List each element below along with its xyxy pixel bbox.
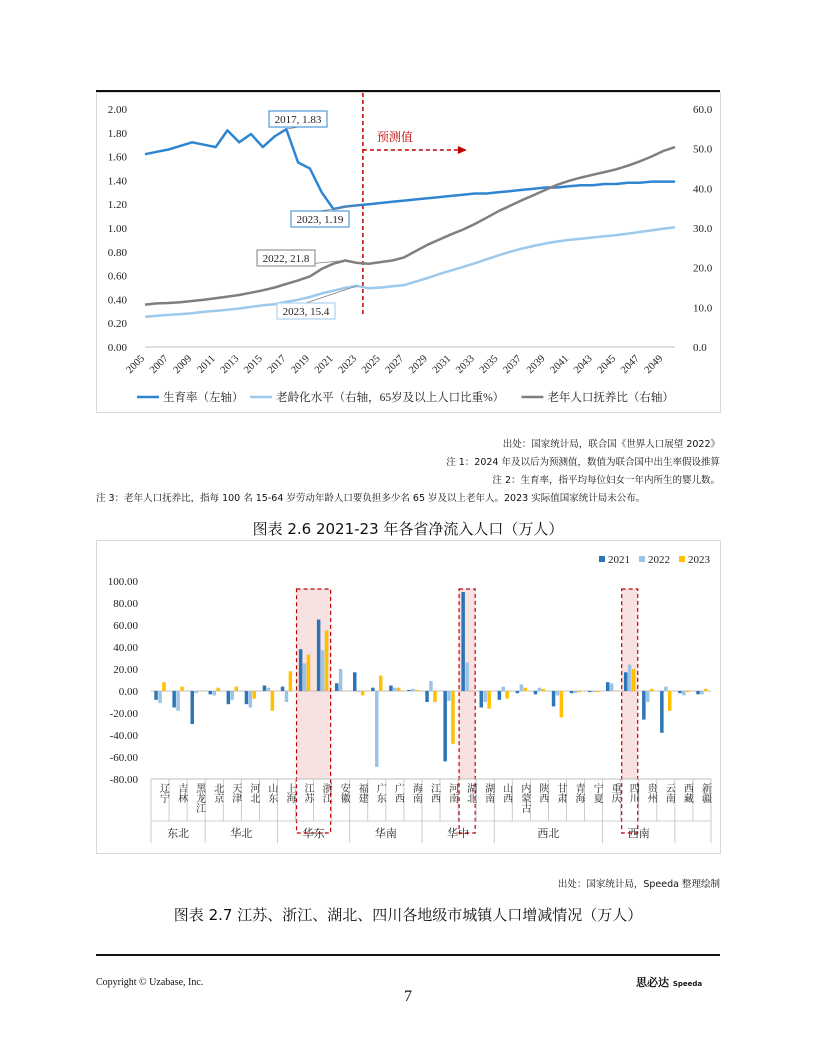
- bar-2022: [158, 691, 162, 703]
- bar-2021: [606, 682, 610, 691]
- bar-2022: [664, 687, 668, 691]
- annotation-fertility-2017-text: 2017, 1.83: [274, 114, 322, 126]
- bar-2022: [682, 691, 686, 695]
- annotation-fertility-2023-leader: [320, 205, 357, 211]
- bar-2022: [357, 691, 361, 692]
- province-label: 福建: [356, 783, 368, 803]
- province-label: 黑龙江: [193, 783, 205, 813]
- y-tick-label: 40.00: [113, 642, 138, 654]
- province-label: 湖南: [482, 783, 494, 803]
- province-label: 宁夏: [591, 783, 603, 803]
- bar-2022: [249, 691, 253, 708]
- x-tick-label: 2019: [289, 353, 313, 376]
- x-tick-label: 2007: [148, 353, 171, 376]
- bar-2022: [429, 681, 433, 691]
- y-left-tick-label: 0.80: [107, 246, 127, 259]
- x-tick-label: 2027: [383, 353, 407, 376]
- bar-2021: [227, 691, 231, 704]
- bar-2023: [198, 691, 202, 692]
- y-left-tick-label: 1.00: [107, 223, 127, 235]
- bar-2023: [325, 631, 329, 692]
- province-label: 上海: [283, 783, 295, 803]
- chart1-source: 出处：国家统计局，联合国《世界人口展望 2022》: [502, 439, 720, 450]
- bar-2022: [176, 691, 180, 711]
- bar-2023: [632, 669, 636, 691]
- bar-2023: [307, 655, 311, 691]
- bar-2022: [646, 691, 650, 702]
- legend-label-0: 生育率（左轴）: [163, 392, 244, 404]
- bar-2021: [263, 686, 267, 692]
- y-left-tick-label: 0.40: [107, 294, 127, 307]
- x-tick-label: 2037: [501, 353, 525, 376]
- y-right-tick-label: 10.0: [693, 302, 713, 315]
- bar-2022: [213, 691, 217, 695]
- province-label: 河北: [247, 783, 259, 803]
- y-left-tick-label: 0.60: [107, 270, 127, 283]
- y-tick-label: -40.00: [109, 730, 138, 742]
- annotation-aging-2023-leader: [306, 286, 357, 303]
- province-label: 甘肃: [554, 783, 566, 803]
- y-tick-label: -60.00: [109, 752, 138, 764]
- bar-2022: [267, 688, 271, 691]
- province-label: 吉林: [175, 783, 187, 803]
- x-tick-label: 2033: [454, 353, 477, 376]
- bar-2023: [271, 691, 275, 711]
- bar-2023: [343, 691, 347, 692]
- bar-2022: [538, 688, 542, 691]
- bar-2021: [461, 592, 465, 691]
- bar-2023: [542, 689, 546, 691]
- x-tick-label: 2031: [430, 353, 454, 376]
- bar-2022: [574, 691, 578, 693]
- chart1-note2: 注 2：生育率，指平均每位妇女一年内所生的婴儿数。: [492, 475, 720, 486]
- bar-2021: [389, 686, 393, 692]
- bar-2022: [285, 691, 289, 702]
- forecast-label: 预测值: [376, 130, 413, 144]
- brand-name: 思必达: [636, 976, 669, 989]
- bar-2023: [614, 691, 618, 692]
- province-label: 海南: [410, 783, 422, 803]
- province-label: 河南: [446, 783, 458, 803]
- bar-2021: [425, 691, 429, 702]
- bar-2023: [415, 690, 419, 691]
- province-label: 天津: [229, 783, 241, 803]
- bar-2021: [552, 691, 556, 706]
- bar-2022: [610, 683, 614, 691]
- annotation-aging-2023-text: 2023, 15.4: [282, 306, 330, 318]
- x-tick-label: 2035: [477, 353, 501, 376]
- y-tick-label: 80.00: [113, 598, 138, 610]
- bar-2021: [624, 672, 628, 691]
- bar-2021: [371, 688, 375, 691]
- bar-2021: [642, 691, 646, 720]
- bar-2022: [483, 691, 487, 702]
- fertility-aging-chart: [96, 92, 721, 413]
- bar-2022: [303, 664, 307, 692]
- bar-2021: [172, 691, 176, 708]
- bar-2021: [281, 687, 285, 691]
- bar-2021: [678, 691, 682, 693]
- x-tick-label: 2045: [595, 353, 619, 376]
- y-right-tick-label: 20.0: [693, 262, 713, 275]
- bar-2021: [209, 691, 213, 694]
- legend-swatch-2023: [679, 556, 685, 562]
- x-tick-label: 2005: [124, 353, 148, 376]
- bar-2022: [628, 665, 632, 691]
- region-label: 华南: [374, 828, 397, 840]
- y-left-tick-label: 1.80: [107, 127, 127, 140]
- bar-2023: [686, 691, 690, 692]
- bar-2022: [411, 689, 415, 691]
- net-inflow-chart-svg: [97, 541, 720, 853]
- bar-2021: [353, 672, 357, 691]
- province-label: 浙江: [320, 783, 332, 803]
- bar-2022: [447, 691, 451, 701]
- annotation-dependency-2022-text: 2022, 21.8: [262, 253, 310, 265]
- bar-2021: [534, 691, 538, 694]
- legend-swatch-2022: [639, 556, 645, 562]
- bar-2022: [321, 650, 325, 691]
- bar-2021: [335, 683, 339, 691]
- series-line-1: [145, 227, 675, 317]
- x-tick-label: 2015: [242, 353, 265, 376]
- bar-2023: [650, 689, 654, 691]
- copyright: Copyright © Uzabase, Inc.: [96, 977, 204, 988]
- bar-2022: [700, 691, 704, 694]
- bar-2021: [516, 691, 520, 693]
- bar-2021: [696, 691, 700, 694]
- province-label: 内蒙古: [518, 783, 530, 813]
- bar-2023: [451, 691, 455, 744]
- bar-2021: [154, 691, 158, 700]
- bar-2022: [339, 669, 343, 691]
- y-tick-label: 60.00: [113, 620, 138, 632]
- bar-2021: [660, 691, 664, 733]
- bar-2023: [289, 671, 293, 691]
- legend-swatch-2021: [599, 556, 605, 562]
- bar-2023: [668, 691, 672, 711]
- chart1-note3: 注 3：老年人口抚养比，指每 100 名 15-64 岁劳动年龄人口要负担多少名 65 岁及以上老年人。2023 实际值国家统计局未公布。: [96, 493, 646, 504]
- x-tick-label: 2029: [407, 353, 430, 376]
- x-tick-label: 2013: [218, 353, 242, 376]
- bar-2021: [480, 691, 484, 708]
- series-line-2: [145, 147, 675, 305]
- legend-label-2021: 2021: [608, 554, 630, 566]
- province-label: 贵州: [645, 783, 657, 803]
- y-left-tick-label: 0.00: [107, 342, 127, 354]
- province-label: 青海: [573, 783, 585, 803]
- bar-2023: [379, 676, 383, 691]
- province-label: 广西: [392, 783, 404, 803]
- province-label: 重庆: [609, 783, 621, 803]
- bar-2022: [375, 691, 379, 767]
- net-inflow-chart: [96, 540, 721, 854]
- province-label: 广东: [374, 783, 386, 803]
- bar-2022: [520, 684, 524, 691]
- x-tick-label: 2009: [171, 353, 195, 376]
- region-label: 西北: [537, 828, 560, 840]
- chart2-source: 出处：国家统计局，Speeda 整理绘制: [557, 879, 720, 890]
- y-right-tick-label: 60.0: [693, 104, 713, 116]
- forecast-arrow-head: [458, 146, 467, 154]
- x-tick-label: 2043: [572, 353, 595, 376]
- bottom-rule: [96, 954, 720, 956]
- province-label: 辽宁: [157, 783, 169, 803]
- region-label: 华北: [230, 828, 253, 840]
- province-label: 山东: [265, 783, 277, 803]
- bar-2023: [487, 691, 491, 709]
- region-label: 西南: [627, 828, 650, 840]
- bar-2023: [704, 689, 708, 691]
- x-tick-label: 2041: [548, 353, 572, 376]
- bar-2022: [502, 687, 506, 691]
- bar-2022: [592, 691, 596, 692]
- y-tick-label: -20.00: [109, 708, 138, 720]
- province-label: 江苏: [302, 783, 314, 803]
- bar-2023: [505, 691, 509, 699]
- y-left-tick-label: 1.20: [107, 199, 127, 212]
- province-label: 安徽: [338, 783, 350, 803]
- legend-label-2022: 2022: [648, 554, 670, 566]
- region-label: 华中: [447, 828, 470, 840]
- figure-2-6-caption: 图表 2.6 2021-23 年各省净流入人口（万人）: [252, 520, 564, 538]
- province-label: 四川: [627, 783, 639, 803]
- bar-2022: [556, 691, 560, 695]
- bar-2023: [596, 691, 600, 692]
- bar-2021: [191, 691, 195, 724]
- legend-label-2023: 2023: [688, 554, 710, 566]
- y-right-tick-label: 30.0: [693, 223, 713, 235]
- y-tick-label: 0.00: [118, 686, 138, 698]
- brand-name-en: Speeda: [672, 980, 703, 988]
- y-left-tick-label: 1.60: [107, 151, 127, 164]
- bar-2023: [469, 691, 473, 692]
- x-tick-label: 2039: [524, 353, 548, 376]
- region-label: 华东: [302, 828, 325, 840]
- bar-2021: [245, 691, 249, 704]
- bar-2023: [162, 682, 166, 691]
- y-tick-label: 100.00: [107, 576, 138, 588]
- province-label: 山西: [500, 783, 512, 803]
- bar-2021: [588, 691, 592, 692]
- y-left-tick-label: 0.20: [107, 318, 127, 331]
- bar-2022: [465, 662, 469, 691]
- legend-label-1: 老龄化水平（右轴，65岁及以上人口比重%）: [276, 392, 505, 404]
- bar-2023: [560, 691, 564, 717]
- bar-2022: [194, 691, 198, 693]
- bar-2021: [299, 649, 303, 691]
- bar-2023: [253, 691, 257, 699]
- province-label: 新疆: [699, 783, 711, 803]
- bar-2023: [524, 688, 528, 691]
- bar-2023: [433, 691, 437, 702]
- y-right-tick-label: 50.0: [693, 143, 713, 156]
- x-tick-label: 2011: [195, 353, 218, 376]
- bar-2021: [317, 620, 321, 692]
- bar-2023: [578, 691, 582, 692]
- province-label: 陕西: [536, 783, 548, 803]
- page-number: 7: [404, 988, 412, 1005]
- bar-2023: [216, 688, 220, 691]
- legend-label-2: 老年人口抚养比（右轴）: [547, 392, 674, 404]
- y-tick-label: -80.00: [109, 774, 138, 786]
- bar-2023: [180, 687, 184, 691]
- bar-2021: [443, 691, 447, 761]
- x-tick-label: 2023: [336, 353, 360, 376]
- y-tick-label: 20.00: [113, 664, 138, 676]
- x-tick-label: 2049: [642, 353, 666, 376]
- chart1-note1: 注 1：2024 年及以后为预测值，数值为联合国中出生率假设推算: [446, 457, 720, 468]
- x-tick-label: 2047: [619, 353, 642, 376]
- bar-2023: [235, 687, 239, 691]
- y-left-tick-label: 2.00: [107, 104, 127, 116]
- province-label: 西藏: [681, 783, 693, 803]
- x-tick-label: 2025: [360, 353, 383, 376]
- x-tick-label: 2017: [265, 353, 289, 376]
- bar-2023: [397, 688, 401, 691]
- bar-2022: [393, 688, 397, 691]
- fertility-aging-chart-svg: [97, 93, 720, 412]
- figure-2-7-caption: 图表 2.7 江苏、浙江、湖北、四川各地级市城镇人口增减情况（万人）: [173, 906, 643, 924]
- y-right-tick-label: 40.0: [693, 183, 713, 196]
- y-left-tick-label: 1.40: [107, 175, 127, 188]
- annotation-fertility-2023-text: 2023, 1.19: [296, 214, 344, 226]
- province-label: 江西: [428, 783, 440, 803]
- bar-2021: [407, 690, 411, 691]
- bar-2021: [570, 691, 574, 693]
- bar-2021: [498, 691, 502, 700]
- bar-2023: [361, 691, 365, 695]
- province-label: 云南: [663, 783, 675, 803]
- bar-2022: [231, 691, 235, 700]
- province-label: 湖北: [464, 783, 476, 803]
- y-right-tick-label: 0.0: [693, 342, 707, 354]
- x-tick-label: 2021: [312, 353, 336, 376]
- province-label: 北京: [211, 783, 223, 803]
- region-label: 东北: [167, 828, 190, 840]
